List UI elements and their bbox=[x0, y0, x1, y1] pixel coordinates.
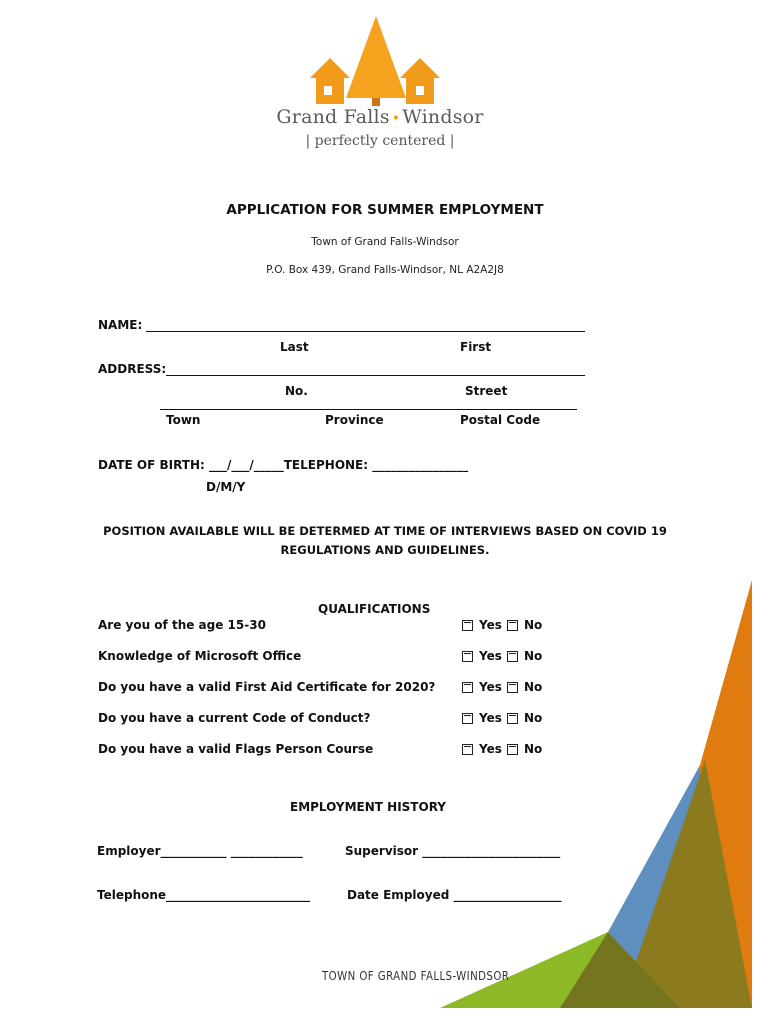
yes-label: Yes bbox=[479, 711, 502, 725]
covid-notice-line1: POSITION AVAILABLE WILL BE DETERMED AT TIME OF INTERVIEWS BASED ON COVID 19 bbox=[103, 524, 667, 538]
qualifications-heading: QUALIFICATIONS bbox=[318, 602, 431, 616]
qualification-question: Knowledge of Microsoft Office bbox=[98, 649, 302, 663]
qualification-question: Are you of the age 15-30 bbox=[98, 618, 266, 632]
employment-heading: EMPLOYMENT HISTORY bbox=[290, 800, 446, 814]
covid-notice-line2: REGULATIONS AND GUIDELINES. bbox=[280, 543, 490, 557]
page-title: APPLICATION FOR SUMMER EMPLOYMENT bbox=[226, 202, 544, 218]
dob-label: DATE OF BIRTH: ___/___/_____ bbox=[98, 458, 284, 472]
employer-field[interactable]: Employer___________ ____________ bbox=[97, 844, 303, 858]
brand-tagline: | perfectly centered | bbox=[305, 133, 455, 149]
org-name: Town of Grand Falls-Windsor bbox=[311, 236, 459, 248]
yes-label: Yes bbox=[479, 742, 502, 756]
yes-label: Yes bbox=[479, 680, 502, 694]
qualification-question: Do you have a current Code of Conduct? bbox=[98, 711, 371, 725]
address-province-caption: Province bbox=[325, 413, 384, 427]
telephone-field[interactable]: Telephone________________________ bbox=[97, 888, 311, 902]
date-employed-field[interactable]: Date Employed __________________ bbox=[347, 888, 562, 902]
yes-label: Yes bbox=[479, 618, 502, 632]
name-last-caption: Last bbox=[280, 340, 309, 354]
qualification-question: Do you have a valid Flags Person Course bbox=[98, 742, 374, 756]
no-label: No bbox=[524, 618, 543, 632]
address-no-caption: No. bbox=[285, 384, 308, 398]
no-label: No bbox=[524, 649, 543, 663]
address-street-caption: Street bbox=[465, 384, 508, 398]
brand-title-left: Grand Falls bbox=[276, 106, 390, 128]
brand-title-right: Windsor bbox=[402, 106, 484, 128]
telephone-label: TELEPHONE: ________________ bbox=[283, 458, 469, 472]
no-label: No bbox=[524, 711, 543, 725]
org-address: P.O. Box 439, Grand Falls-Windsor, NL A2A2J8 bbox=[266, 264, 504, 276]
no-label: No bbox=[524, 742, 543, 756]
supervisor-field[interactable]: Supervisor _______________________ bbox=[345, 844, 561, 858]
dob-format: D/M/Y bbox=[206, 480, 246, 494]
yes-label: Yes bbox=[479, 649, 502, 663]
no-label: No bbox=[524, 680, 543, 694]
address-postal-caption: Postal Code bbox=[460, 413, 541, 427]
brand-separator: • bbox=[391, 111, 401, 127]
address-label: ADDRESS: bbox=[98, 362, 167, 376]
name-first-caption: First bbox=[460, 340, 492, 354]
address-town-caption: Town bbox=[166, 413, 201, 427]
footer-town-name: TOWN OF GRAND FALLS-WINDSOR bbox=[322, 969, 510, 983]
name-label: NAME: bbox=[98, 318, 143, 332]
qualification-question: Do you have a valid First Aid Certificate for 2020? bbox=[98, 680, 436, 694]
